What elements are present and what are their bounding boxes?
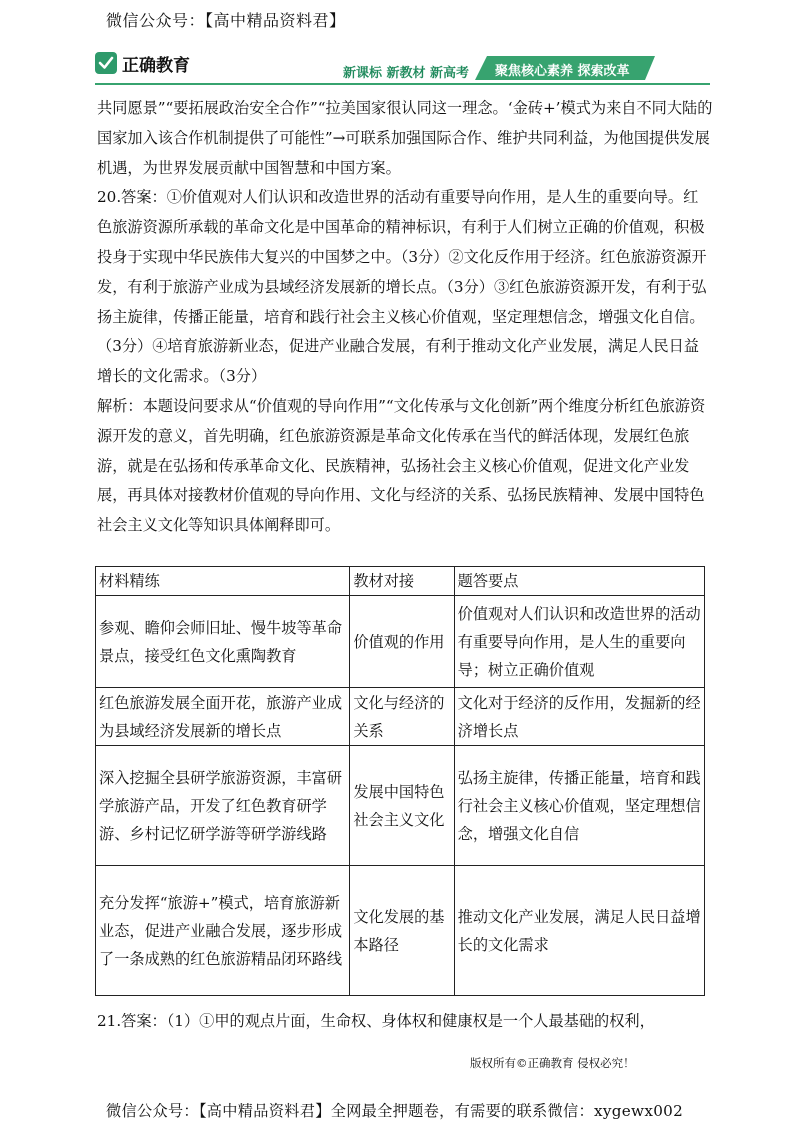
table-header-cell: 教材对接 [350,567,454,596]
brand-logo-text: 正确教育 [122,56,190,76]
watermark-top: 微信公众号：【高中精品资料君】 [106,11,346,30]
table-header-cell: 题答要点 [454,567,704,596]
table-cell: 价值观对人们认识和改造世界的活动有重要导向作用，是人生的重要向导；树立正确价值观 [454,596,704,688]
table-cell: 充分发挥“旅游+”模式，培育旅游新业态，促进产业融合发展，逐步形成了一条成熟的红色旅游精品闭环路线 [96,866,350,996]
table-row [96,746,705,866]
table-cell: 发展中国特色社会主义文化 [350,746,454,866]
table-row [96,866,705,996]
table-cell: 价值观的作用 [350,596,454,688]
table-cell: 参观、瞻仰会师旧址、慢牛坡等革命景点，接受红色文化熏陶教育 [96,596,350,688]
table-cell: 弘扬主旋律，传播正能量，培育和践行社会主义核心价值观，坚定理想信念，增强文化自信 [454,746,704,866]
watermark-bottom: 微信公众号：【高中精品资料君】全网最全押题卷，有需要的联系微信：xygewx002 [106,1102,684,1120]
paragraph-continuation: 共同愿景”“要拓展政治安全合作”“拉美国家很认同这一理念。‘金砖+’模式为来自不同大陆的国家加入该合作机制提供了可能性”→可联系加强国际合作、维护共同利益，为他国提供发展机遇，为世界发展贡献中国智慧和中国方案。 [97,99,713,177]
table-header-cell: 材料精练 [96,567,350,596]
table-cell: 文化对于经济的反作用，发掘新的经济增长点 [454,688,704,746]
analysis-table [95,566,705,996]
answer-21-start: 21.答案：（1）①甲的观点片面，生命权、身体权和健康权是一个人最基础的权利， [97,1012,655,1030]
table-row [96,688,705,746]
document-body [97,94,713,541]
table-cell: 红色旅游发展全面开花，旅游产业成为县域经济发展新的增长点 [96,688,350,746]
header-divider [95,83,710,85]
table-cell: 文化发展的基本路径 [350,866,454,996]
analysis-20: 解析：本题设问要求从“价值观的导向作用”“文化传承与文化创新”两个维度分析红色旅游资源开发的意义，首先明确，红色旅游资源是革命文化传承在当代的鲜活体现，发展红色旅游，就是在弘扬和传承革命文化、民族精神，弘扬社会主义核心价值观，促进文化产业发展，再具体对接教材价值观的导向作用、文化与经济的关系、弘扬民族精神、发展中国特色社会主义文化等知识具体阐释即可。 [97,396,706,535]
header-slogan-left: 新课标 新教材 新高考 [343,66,470,81]
table-cell: 文化与经济的关系 [350,688,454,746]
answer-20: 20.答案：①价值观对人们认识和改造世界的活动有重要导向作用，是人生的重要向导。红色旅游资源所承载的革命文化是中国革命的精神标识，有利于人们树立正确的价值观，积极投身于实现中华民族伟大复兴的中国梦之中。（3分）②文化反作用于经济。红色旅游资源开发，有利于旅游产业成为县域经济发展新的增长点。（3分）③红色旅游资源开发，有利于弘扬主旋律，传播正能量，培育和践行社会主义核心价值观，坚定理想信念，增强文化自信。（3分）④培育旅游新业态，促进产业融合发展，有利于推动文化产业发展，满足人民日益增长的文化需求。（3分） [97,188,707,386]
header-slogan-right: 聚焦核心素养 探索改革 [495,64,630,79]
page-header [95,48,710,84]
table-cell: 推动文化产业发展，满足人民日益增长的文化需求 [454,866,704,996]
copyright-notice: 版权所有©正确教育 侵权必究！ [470,1056,635,1070]
checkmark-logo-icon [95,52,117,74]
table-row [96,596,705,688]
table-cell: 深入挖掘全县研学旅游资源，丰富研学旅游产品，开发了红色教育研学游、乡村记忆研学游等研学游线路 [96,746,350,866]
table-header-row [96,567,705,596]
